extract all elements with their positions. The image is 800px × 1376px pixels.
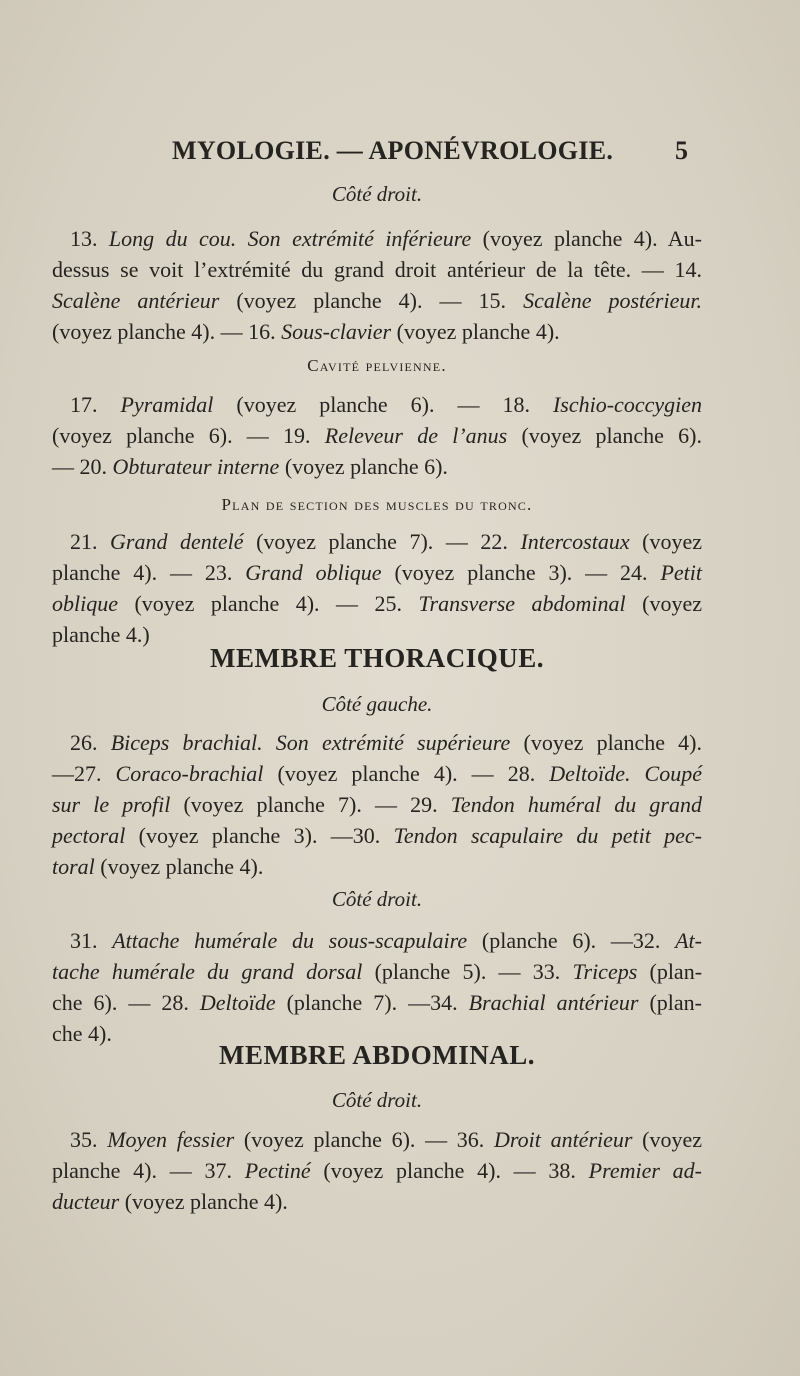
text-line xyxy=(52,987,702,1018)
italic-term: Pectiné xyxy=(244,1158,311,1183)
italic-term: toral xyxy=(52,854,95,879)
italic-term: Intercostaux xyxy=(520,529,630,554)
italic-term: Releveur de l’anus xyxy=(324,423,508,448)
text-run: (voyez planche 6). — 19. xyxy=(52,423,325,448)
subheading-cote-droit: Côté droit. xyxy=(331,182,423,206)
italic-term: Tendon scapulaire du petit pec- xyxy=(393,823,703,848)
text-line xyxy=(52,851,702,882)
text-run: (voyez planche 4). xyxy=(510,730,702,755)
text-run: (voyez planche 6). xyxy=(507,423,703,448)
text-run: 17. xyxy=(70,392,121,417)
text-line xyxy=(52,1155,702,1186)
text-run: dessus se voit l’extrémité du grand droit antérieur de la tête. — 14. xyxy=(52,257,702,282)
text-run: (voyez planche 6). — 18. xyxy=(213,392,553,417)
text-run: —27. xyxy=(52,761,116,786)
text-line xyxy=(52,285,702,316)
text-line xyxy=(52,588,702,619)
italic-term: Obturateur interne xyxy=(112,454,280,479)
text-run: (voyez planche 4). xyxy=(94,854,264,879)
text-run: che 4). xyxy=(52,1021,112,1046)
text-run: (voyez planche 4). — 38. xyxy=(310,1158,589,1183)
italic-term: Long du cou. Son extrémité inférieure xyxy=(108,226,472,251)
text-line xyxy=(52,956,702,987)
subheading-cote-gauche: Côté gauche. xyxy=(321,692,433,716)
text-line xyxy=(52,727,702,758)
paragraph-17 xyxy=(52,389,702,482)
italic-term: Droit antérieur xyxy=(494,1127,633,1152)
text-line xyxy=(52,223,702,254)
italic-term: Grand oblique xyxy=(245,560,382,585)
text-line xyxy=(52,420,702,451)
text-run: (voyez planche 7). — 29. xyxy=(170,792,451,817)
italic-term: Biceps brachial. Son extrémité supérieure xyxy=(110,730,511,755)
text-line xyxy=(52,316,702,347)
text-run: (voyez planche 3). —30. xyxy=(125,823,394,848)
italic-term: Scalène postérieur. xyxy=(523,288,702,313)
text-run: planche 4.) xyxy=(52,622,150,647)
text-run: 35. xyxy=(70,1127,108,1152)
text-run: (voyez planche 4). — 25. xyxy=(118,591,419,616)
paragraph-13 xyxy=(52,223,702,347)
paragraph-26 xyxy=(52,727,702,882)
subheading-cote-droit-2: Côté droit. xyxy=(331,887,423,911)
text-run: 21. xyxy=(70,529,111,554)
text-run: (voyez xyxy=(629,529,702,554)
italic-term: Brachial antérieur xyxy=(468,990,639,1015)
text-run: (voyez planche 3). — 24. xyxy=(381,560,661,585)
text-run: (planche 7). —34. xyxy=(275,990,469,1015)
text-line xyxy=(52,758,702,789)
italic-term: Tendon huméral du grand xyxy=(450,792,702,817)
heading-membre-thoracique: MEMBRE THORACIQUE. xyxy=(209,643,545,673)
paragraph-31 xyxy=(52,925,702,1049)
text-run: (voyez planche 4). xyxy=(391,319,560,344)
text-run: (voyez planche 7). — 22. xyxy=(243,529,521,554)
text-run: (voyez planche 4). — 16. xyxy=(52,319,282,344)
running-title: MYOLOGIE. — APONÉVROLOGIE. xyxy=(172,136,614,165)
italic-term: Pyramidal xyxy=(120,392,214,417)
text-line xyxy=(52,925,702,956)
text-run: 26. xyxy=(70,730,111,755)
text-run: (voyez planche 6). xyxy=(279,454,448,479)
italic-term: Scalène antérieur xyxy=(52,288,220,313)
text-line xyxy=(52,451,702,482)
italic-term: Sous-clavier xyxy=(281,319,392,344)
italic-term: Moyen fessier xyxy=(107,1127,235,1152)
text-run: (voyez xyxy=(625,591,702,616)
italic-term: Grand dentelé xyxy=(110,529,244,554)
text-run: (planche 6). —32. xyxy=(467,928,676,953)
heading-membre-abdominal: MEMBRE ABDOMINAL. xyxy=(218,1040,535,1070)
italic-term: Triceps xyxy=(572,959,638,984)
page-number: 5 xyxy=(675,136,688,165)
text-run: planche 4). — 37. xyxy=(52,1158,245,1183)
text-run: (voyez planche 6). — 36. xyxy=(234,1127,495,1152)
italic-term: ducteur xyxy=(52,1189,120,1214)
text-run: (voyez planche 4). xyxy=(119,1189,288,1214)
text-line xyxy=(52,1186,702,1217)
italic-term: Deltoïde. Coupé xyxy=(549,761,702,786)
heading-cavite-pelvienne: Cavité pelvienne. xyxy=(307,356,447,375)
italic-term: Petit xyxy=(660,560,702,585)
text-line xyxy=(52,389,702,420)
heading-plan-de-section: Plan de section des muscles du tronc. xyxy=(221,495,533,514)
italic-term: tache humérale du grand dorsal xyxy=(52,959,363,984)
text-line xyxy=(52,820,702,851)
paragraph-35 xyxy=(52,1124,702,1217)
text-line xyxy=(52,526,702,557)
text-run: — 20. xyxy=(52,454,113,479)
text-run: (voyez planche 4). — 15. xyxy=(219,288,524,313)
text-run: (plan- xyxy=(638,990,703,1015)
italic-term: pectoral xyxy=(52,823,126,848)
italic-term: sur le profil xyxy=(52,792,171,817)
page xyxy=(52,0,702,1376)
italic-term: Transverse abdominal xyxy=(418,591,626,616)
text-run: (voyez xyxy=(632,1127,703,1152)
text-run: (planche 5). — 33. xyxy=(362,959,573,984)
text-run: 13. xyxy=(70,226,109,251)
italic-term: oblique xyxy=(52,591,118,616)
page-header xyxy=(52,136,702,172)
italic-term: Ischio-coccygien xyxy=(552,392,702,417)
text-run: 31. xyxy=(70,928,113,953)
italic-term: At- xyxy=(675,928,702,953)
text-run: (voyez planche 4). Au- xyxy=(471,226,702,251)
text-run: planche 4). — 23. xyxy=(52,560,246,585)
text-run: (plan- xyxy=(637,959,703,984)
paragraph-21 xyxy=(52,526,702,650)
subheading-cote-droit-3: Côté droit. xyxy=(331,1088,423,1112)
text-line xyxy=(52,1124,702,1155)
italic-term: Attache humérale du sous-scapulaire xyxy=(112,928,468,953)
text-run: (voyez planche 4). — 28. xyxy=(263,761,550,786)
italic-term: Coraco-brachial xyxy=(115,761,264,786)
italic-term: Deltoïde xyxy=(199,990,276,1015)
italic-term: Premier ad- xyxy=(588,1158,703,1183)
text-line xyxy=(52,254,702,285)
text-line xyxy=(52,789,702,820)
text-line xyxy=(52,557,702,588)
text-run: che 6). — 28. xyxy=(52,990,200,1015)
